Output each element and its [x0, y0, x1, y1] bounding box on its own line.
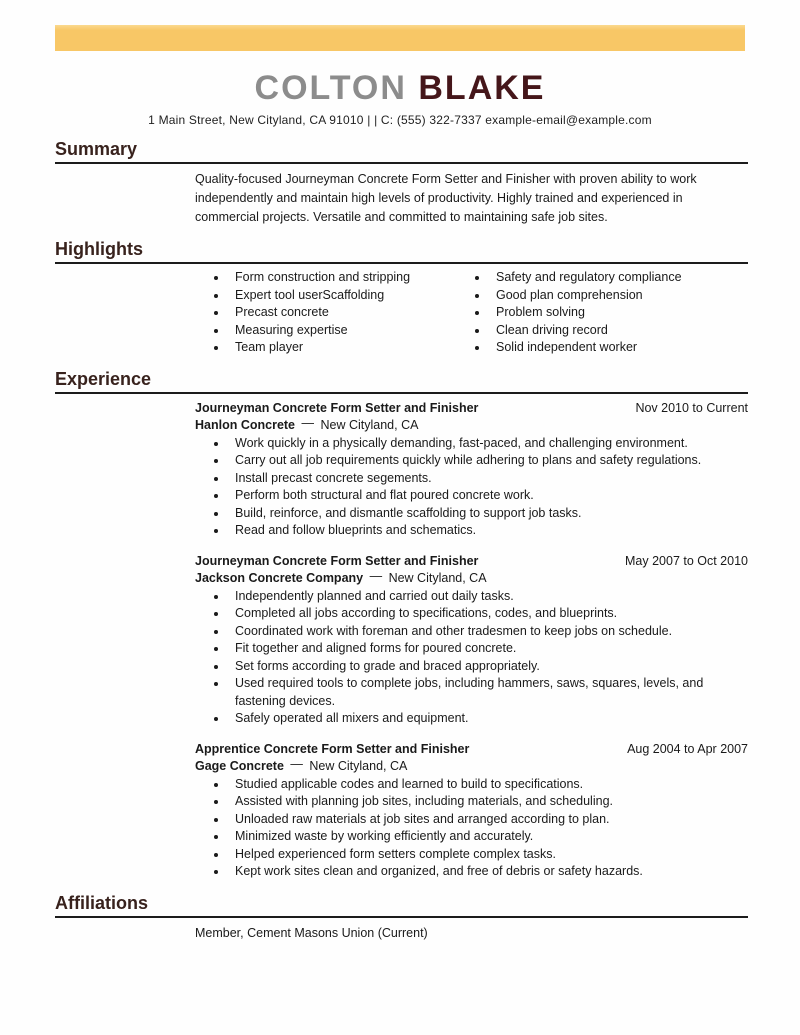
- job-bullet: • Set forms according to grade and braced appropriately.: [228, 658, 748, 676]
- job-location: New Cityland, CA: [309, 758, 408, 773]
- highlights-columns: [195, 269, 748, 357]
- job-bullet: • Perform both structural and flat poured concrete work.: [228, 487, 748, 505]
- highlight-item: • Clean driving record: [489, 322, 682, 340]
- job-header: [195, 400, 748, 417]
- job-entry: [195, 741, 748, 881]
- job-bullet: • Build, reinforce, and dismantle scaffolding to support job tasks.: [228, 505, 748, 523]
- job-bullet: • Completed all jobs according to specifications, codes, and blueprints.: [228, 605, 748, 623]
- company-location-separator: —: [290, 756, 303, 771]
- highlights-heading: Highlights: [55, 239, 748, 264]
- job-bullet: • Coordinated work with foreman and other tradesmen to keep jobs on schedule.: [228, 623, 748, 641]
- job-bullet: • Read and follow blueprints and schematics.: [228, 522, 748, 540]
- company-location-separator: —: [369, 568, 383, 583]
- summary-heading: Summary: [55, 139, 748, 164]
- job-bullet: • Assisted with planning job sites, including materials, and scheduling.: [228, 793, 748, 811]
- job-bullet: • Used required tools to complete jobs, including hammers, saws, squares, levels, and fastening devices.: [228, 675, 748, 710]
- job-dates: May 2007 to Oct 2010: [625, 553, 748, 568]
- job-bullet: • Kept work sites clean and organized, and free of debris or safety hazards.: [228, 863, 748, 881]
- job-company: Jackson Concrete Company: [195, 570, 364, 585]
- highlight-item: • Team player: [228, 339, 430, 357]
- job-location: New Cityland, CA: [320, 417, 419, 432]
- section-affiliations: [0, 893, 800, 942]
- highlight-item: • Measuring expertise: [228, 322, 430, 340]
- job-header: [195, 741, 748, 758]
- job-entry: [195, 553, 748, 728]
- job-title: Journeyman Concrete Form Setter and Finisher: [195, 400, 479, 415]
- job-dates: Nov 2010 to Current: [635, 400, 748, 415]
- job-location: New Cityland, CA: [388, 570, 487, 585]
- job-company-line: [195, 758, 748, 775]
- job-bullet: • Work quickly in a physically demanding, fast-paced, and challenging environment.: [228, 435, 748, 453]
- highlight-item: • Expert tool userScaffolding: [228, 287, 430, 305]
- job-bullet: • Independently planned and carried out daily tasks.: [228, 588, 748, 606]
- highlight-item: • Form construction and stripping: [228, 269, 430, 287]
- job-dates: Aug 2004 to Apr 2007: [627, 741, 748, 756]
- job-bullet: • Carry out all job requirements quickly while adhering to plans and safety regulations.: [228, 452, 748, 470]
- job-title: Apprentice Concrete Form Setter and Finisher: [195, 741, 470, 756]
- job-bullet: • Unloaded raw materials at job sites and arranged according to plan.: [228, 811, 748, 829]
- job-entry: [195, 400, 748, 540]
- candidate-name: [0, 70, 800, 106]
- job-bullet: • Studied applicable codes and learned to build to specifications.: [228, 776, 748, 794]
- job-company: Hanlon Concrete: [195, 417, 296, 432]
- job-bullet: • Helped experienced form setters complete complex tasks.: [228, 846, 748, 864]
- job-company-line: [195, 417, 748, 434]
- accent-bar: [55, 25, 745, 51]
- job-header: [195, 553, 748, 570]
- section-highlights: [0, 239, 800, 357]
- job-bullet: • Safely operated all mixers and equipment.: [228, 710, 748, 728]
- highlight-item: • Precast concrete: [228, 304, 430, 322]
- contact-line: 1 Main Street, New Cityland, CA 91010 | | C: (555) 322-7337 example-email@example.com: [148, 113, 652, 127]
- job-company: Gage Concrete: [195, 758, 284, 773]
- job-bullet: • Fit together and aligned forms for poured concrete.: [228, 640, 748, 658]
- highlights-right-column: [456, 269, 682, 357]
- candidate-first-name: COLTON: [254, 69, 407, 107]
- highlights-left-column: [195, 269, 430, 357]
- section-summary: [0, 139, 800, 227]
- job-bullet: • Install precast concrete segements.: [228, 470, 748, 488]
- summary-text: Quality-focused Journeyman Concrete Form Setter and Finisher with proven ability to work independently and maintain high levels of productivity. Highly trained and experienced in commercial projects. Versatile and committed to maintaining safe job sites.: [195, 172, 697, 224]
- candidate-last-name: BLAKE: [418, 69, 546, 107]
- job-company-line: [195, 570, 748, 587]
- highlight-item: • Safety and regulatory compliance: [489, 269, 682, 287]
- experience-heading: Experience: [55, 369, 748, 394]
- section-experience: [0, 369, 800, 881]
- affiliations-heading: Affiliations: [55, 893, 748, 918]
- highlight-item: • Solid independent worker: [489, 339, 682, 357]
- job-title: Journeyman Concrete Form Setter and Finisher: [195, 553, 479, 568]
- highlight-item: • Problem solving: [489, 304, 682, 322]
- job-bullet: • Minimized waste by working efficiently and accurately.: [228, 828, 748, 846]
- affiliation-item: Member, Cement Masons Union (Current): [195, 925, 428, 940]
- company-location-separator: —: [301, 415, 314, 430]
- highlight-item: • Good plan comprehension: [489, 287, 682, 305]
